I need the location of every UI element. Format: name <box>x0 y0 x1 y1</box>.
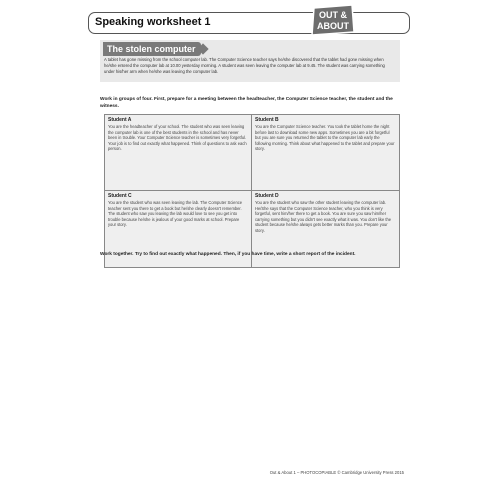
role-card-student-b <box>252 115 399 191</box>
story-box <box>100 40 400 82</box>
worksheet-header <box>88 12 410 34</box>
worksheet-title: Speaking worksheet 1 <box>95 16 211 28</box>
task-instruction: Work together. Try to find out exactly what happened. Then, if you have time, write a short report of the incident. <box>100 252 356 257</box>
copyright-footer: Out & About 1 – PHOTOCOPIABLE © Cambridge University Press 2015 <box>269 470 404 475</box>
role-card-text: You are the student who was seen leaving the lab. The Computer Science teacher sent you there to get a book but he/she clearly doesn't remember. The student who saw you leaving the lab would love to see you get into trouble because he/she is jealous of your good marks at school. Prepare your story. <box>108 200 243 228</box>
role-card-heading: Student A <box>108 117 132 123</box>
logo-line1: OUT & <box>319 10 347 20</box>
story-title: The stolen computer <box>103 42 201 56</box>
story-text: A tablet has gone missing from the school computer lab. The Computer Science teacher says he/she discovered that the tablet had gone missing when he/she entered the computer lab at 10.00 yesterday morning. A student was seen leaving the computer lab at 9.45. The student was carrying something under his/her arm when he/she was leaving the computer lab. <box>104 57 385 74</box>
role-card-text: You are the headteacher of your school. The student who was seen leaving the computer lab is one of the best students in the school and has never been in trouble. Your Computer Science teacher is sometimes very forgetful. Your job is to find out exactly what happened. Think of questions to ask each person. <box>108 124 247 152</box>
role-card-text: You are the student who saw the other student leaving the computer lab. He/She says that the Computer Science teacher, who you think is very forgetful, sent him/her there to get a book. You are sure you saw him/her carrying something but you didn't see exactly what it was. You don't like the student because he/she always gets better marks than you. Prepare your story. <box>255 200 392 233</box>
role-card-heading: Student D <box>255 193 279 199</box>
role-card-heading: Student B <box>255 117 279 123</box>
logo-line2: ABOUT <box>317 21 349 31</box>
instructions: Work in groups of four. First, prepare for a meeting between the headteacher, the Computer Science teacher, the student and the witness. <box>100 97 393 109</box>
role-card-student-a <box>105 115 252 191</box>
role-card-heading: Student C <box>108 193 132 199</box>
out-and-about-logo <box>311 4 355 36</box>
role-card-text: You are the Computer Science teacher. You took the tablet home the night before last to download some new apps. Sometimes you are a bit forgetful but you are sure you returned the tablet to the computer lab early the following morning. Think about what happened to the tablet and prepare your story. <box>255 124 395 152</box>
role-cards-grid <box>104 114 400 268</box>
